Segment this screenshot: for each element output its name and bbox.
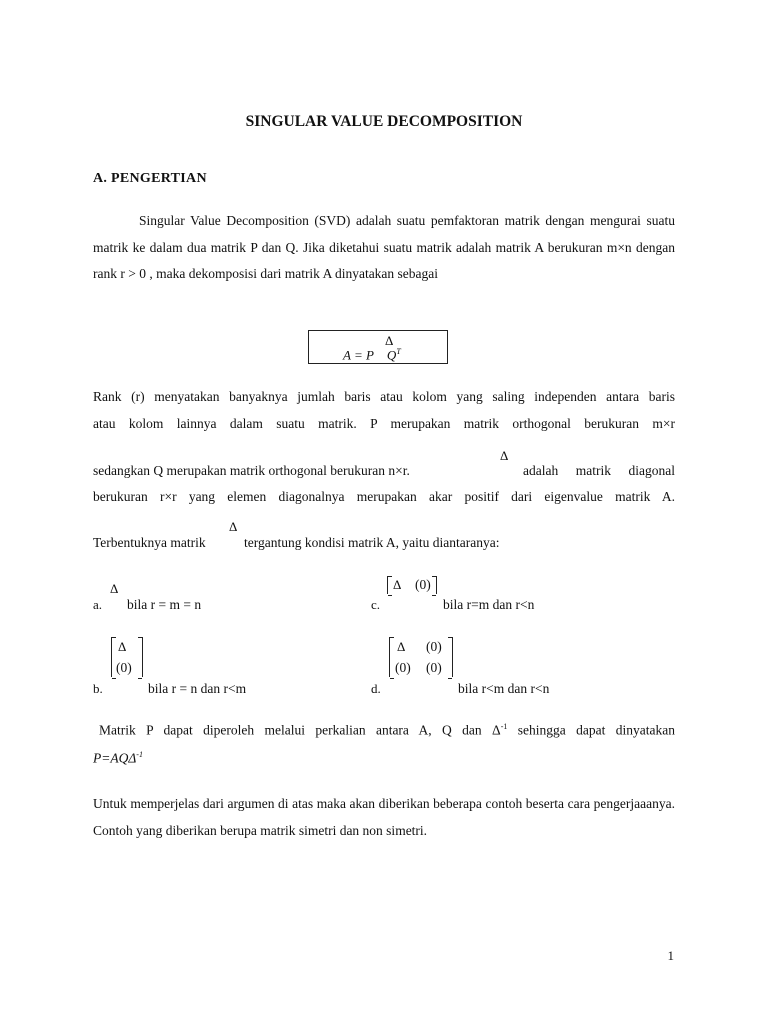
section-heading: A. PENGERTIAN [93, 171, 207, 186]
paragraph-rank-line5-left: Terbentuknya matrik [93, 535, 206, 550]
delta-symbol-inline-2: Δ [229, 519, 238, 534]
delta-symbol-inline: Δ [500, 448, 509, 463]
equation-delta: Δ [385, 333, 394, 348]
paragraph-matrix-p-sup: -1 [500, 722, 508, 731]
case-b-matrix-r2: (0) [116, 660, 132, 675]
case-a-label: a. [93, 597, 103, 612]
formula-p-main: P=AQΔ [93, 750, 137, 766]
case-d-matrix-m11: Δ [397, 639, 406, 654]
paragraph-examples: Untuk memperjelas dari argumen di atas maka akan diberikan beberapa contoh beserta cara pengerjaaanya. Contoh yang diberikan berupa matrik simetri dan non simetri. [93, 796, 675, 838]
case-c-matrix-c2: (0) [415, 577, 431, 592]
case-d-matrix-m12: (0) [426, 639, 442, 654]
case-d-matrix-m21: (0) [395, 660, 411, 675]
paragraph-definition: Singular Value Decomposition (SVD) adalah suatu pemfaktoran matrik dengan mengurai suatu matrik ke dalam dua matrik P dan Q. Jika diketahui suatu matrik adalah matrik A berukuran m×n dengan rank r > 0 , maka dekomposisi dari matrik A dinyatakan sebagai [93, 213, 675, 281]
paragraph-matrix-p [93, 722, 675, 739]
case-c-label: c. [371, 597, 381, 612]
paragraph-rank-line1: Rank (r) menyatakan banyaknya jumlah baris atau kolom yang saling independen antara baris [93, 389, 675, 404]
equation-main [343, 347, 401, 363]
document-title: SINGULAR VALUE DECOMPOSITION [245, 113, 523, 130]
case-d-condition: bila r<m dan r<n [458, 681, 550, 696]
case-b-condition: bila r = n dan r<m [148, 681, 247, 696]
case-b-label: b. [93, 681, 103, 696]
paragraph-rank-line3-right: adalah matrik diagonal [523, 463, 675, 478]
equation-box [308, 330, 448, 364]
formula-p-sup: -1 [136, 750, 143, 759]
paragraph-rank-line2: atau kolom lainnya dalam suatu matrik. P merupakan matrik orthogonal berukuran m×r [93, 416, 675, 431]
case-b-matrix-r1: Δ [118, 639, 127, 654]
equation-superscript: T [396, 347, 401, 356]
paragraph-matrix-p-text-after: sehingga dapat dinyatakan [507, 722, 676, 738]
paragraph-rank-line3-left: sedangkan Q merupakan matrik orthogonal berukuran n×r. [93, 463, 410, 478]
case-a-condition: bila r = m = n [127, 597, 202, 612]
paragraph-rank-line4: berukuran r×r yang elemen diagonalnya merupakan akar positif dari eigenvalue matrik A. [93, 489, 675, 504]
case-d-label: d. [371, 681, 381, 696]
paragraph-rank-line5-right: tergantung kondisi matrik A, yaitu diantaranya: [244, 535, 500, 550]
paragraph-matrix-p-text: Matrik P dapat diperoleh melalui perkalian antara A, Q dan Δ [99, 722, 501, 738]
equation-lhs: A = P [343, 347, 374, 363]
case-a-matrix: Δ [110, 581, 119, 596]
page-number: 1 [667, 948, 674, 963]
formula-p [93, 750, 143, 767]
case-d-matrix-m22: (0) [426, 660, 442, 675]
equation-rhs: Q [386, 347, 397, 363]
case-c-condition: bila r=m dan r<n [443, 597, 535, 612]
case-c-matrix-c1: Δ [393, 577, 402, 592]
